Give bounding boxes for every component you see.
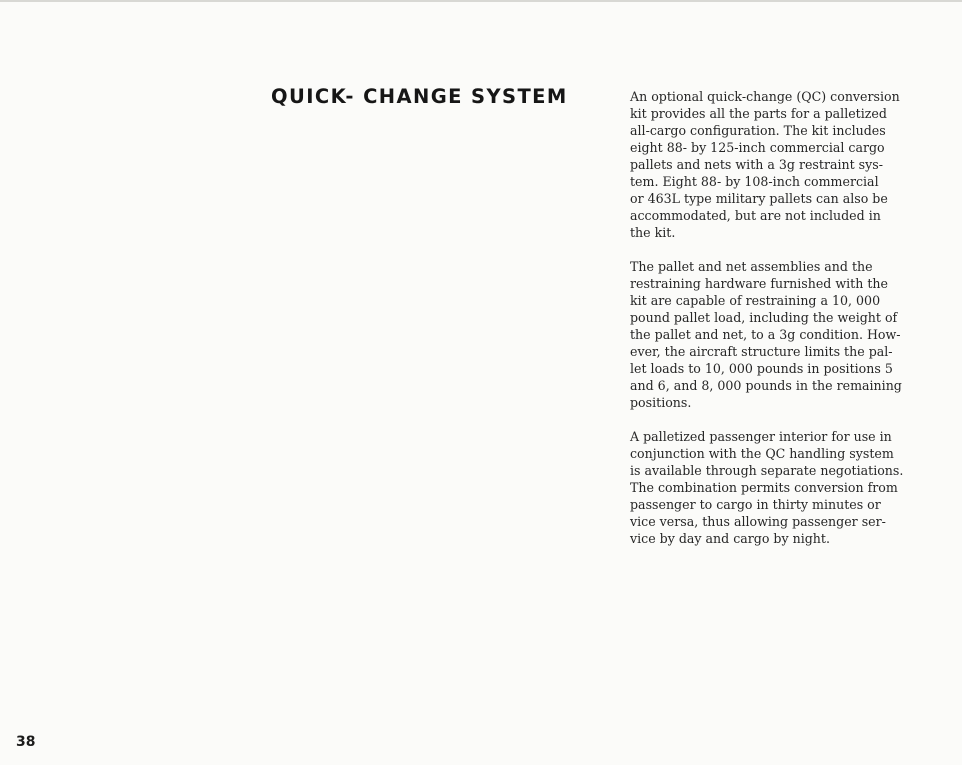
text-line: A palletized passenger interior for use in	[630, 429, 892, 444]
text-line: restraining hardware furnished with the	[630, 276, 888, 291]
text-line: vice by day and cargo by night.	[630, 531, 830, 546]
text-line: pallets and nets with a 3g restraint sys-	[630, 157, 883, 172]
text-line: and 6, and 8, 000 pounds in the remaining	[630, 378, 902, 393]
paragraph-qc-conversion-kit	[630, 88, 930, 241]
text-line: let loads to 10, 000 pounds in positions 5	[630, 361, 893, 376]
text-line: accommodated, but are not included in	[630, 208, 881, 223]
paragraph-pallet-restraint	[630, 258, 930, 411]
text-line: or 463L type military pallets can also be	[630, 191, 888, 206]
text-line: vice versa, thus allowing passenger ser-	[630, 514, 886, 529]
top-edge-rule	[0, 0, 962, 2]
text-line: kit provides all the parts for a palletized	[630, 106, 887, 121]
text-line: positions.	[630, 395, 692, 410]
text-line: tem. Eight 88- by 108-inch commercial	[630, 174, 879, 189]
paragraph-passenger-interior	[630, 428, 930, 547]
text-line: pound pallet load, including the weight of	[630, 310, 898, 325]
text-line: is available through separate negotiations.	[630, 463, 904, 478]
text-line: ever, the aircraft structure limits the pal-	[630, 344, 893, 359]
page-number: 38	[16, 734, 36, 750]
text-line: eight 88- by 125-inch commercial cargo	[630, 140, 885, 155]
body-text-column	[630, 88, 930, 564]
page-title: QUICK- CHANGE SYSTEM	[271, 85, 568, 108]
text-line: passenger to cargo in thirty minutes or	[630, 497, 881, 512]
text-line: all-cargo configuration. The kit includes	[630, 123, 886, 138]
text-line: the kit.	[630, 225, 676, 240]
text-line: The combination permits conversion from	[630, 480, 898, 495]
text-line: An optional quick-change (QC) conversion	[630, 89, 900, 104]
text-line: kit are capable of restraining a 10, 000	[630, 293, 881, 308]
text-line: the pallet and net, to a 3g condition. How-	[630, 327, 901, 342]
text-line: conjunction with the QC handling system	[630, 446, 894, 461]
text-line: The pallet and net assemblies and the	[630, 259, 873, 274]
